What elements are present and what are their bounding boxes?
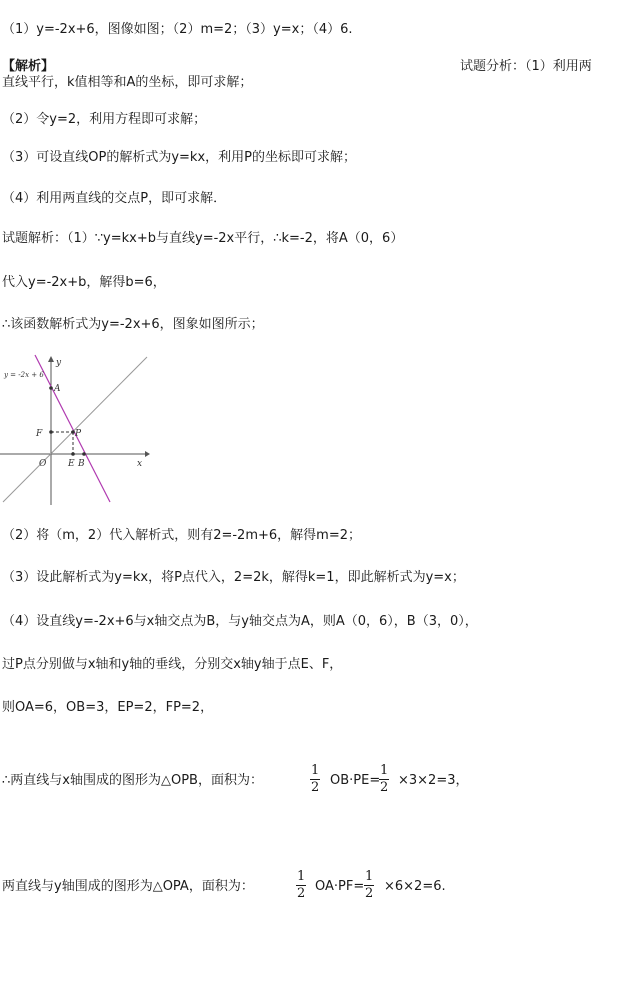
area2-suffix: ×6×2=6. [384, 879, 446, 894]
step-line-4: （4）设直线y=-2x+6与x轴交点为B，与y轴交点为A，则A（0，6），B（3，0）， [2, 614, 478, 629]
area1-frac2-den: 2 [380, 780, 389, 795]
y-axis-label: y [56, 358, 62, 368]
area1-prefix: ∴两直线与x轴围成的图形为△OPB，面积为： [2, 773, 263, 788]
solution-line-1: 试题解析：（1）∵y=kx+b与直线y=-2x平行，∴k=-2，将A（0，6） [2, 231, 404, 246]
label-a: A [54, 384, 61, 394]
area2-frac1-num: 1 [297, 869, 306, 884]
step-line-5: 过P点分别做与x轴和y轴的垂线，分别交x轴y轴于点E、F， [2, 657, 343, 672]
function-graph [0, 350, 150, 505]
analysis-heading: 试题分析：（1）利用两 [460, 59, 592, 74]
area2-frac2-den: 2 [365, 886, 374, 901]
label-p: P [75, 429, 82, 439]
solution-line-3: ∴该函数解析式为y=-2x+6，图象如图所示； [2, 317, 264, 332]
analysis-line-4: （4）利用两直线的交点P，即可求解． [2, 191, 227, 206]
area1-suffix: ×3×2=3， [398, 773, 469, 788]
area1-mid: OB·PE= [330, 773, 381, 788]
area1-frac1-num: 1 [311, 763, 320, 778]
area2-fraction-2 [364, 869, 374, 902]
area2-prefix: 两直线与y轴围成的图形为△OPA，面积为： [2, 879, 254, 894]
jiexi-heading: 【解析】 [2, 59, 55, 74]
step-line-6: 则OA=6，OB=3，EP=2，FP=2， [2, 700, 214, 715]
area2-frac1-den: 2 [297, 886, 306, 901]
analysis-line-2: （2）令y=2，利用方程即可求解； [2, 112, 207, 127]
point-b-dot [82, 452, 86, 456]
label-b: B [78, 459, 85, 469]
label-f: F [36, 429, 43, 439]
point-e-dot [71, 452, 75, 456]
line-label: y = -2x + 6 [4, 371, 44, 379]
x-axis-label: x [137, 459, 143, 469]
analysis-line-3: （3）可设直线OP的解析式为y=kx，利用P的坐标即可求解； [2, 150, 356, 165]
y-axis-arrow [48, 356, 54, 362]
line-y-eq-neg2x-plus-6 [35, 355, 110, 502]
area1-fraction-1 [310, 763, 320, 796]
area1-fraction-2 [379, 763, 389, 796]
x-axis-arrow [145, 451, 150, 457]
analysis-line-1: 直线平行，k值相等和A的坐标，即可求解； [2, 75, 253, 90]
answer-line: （1）y=-2x+6，图像如图；（2）m=2；（3）y=x；（4）6. [2, 22, 353, 37]
step-line-2: （2）将（m，2）代入解析式，则有2=-2m+6，解得m=2； [2, 528, 361, 543]
step-line-3: （3）设此解析式为y=kx，将P点代入，2=2k，解得k=1，即此解析式为y=x； [2, 570, 465, 585]
area2-mid: OA·PF= [315, 879, 365, 894]
label-o: O [39, 459, 47, 469]
label-e: E [68, 459, 75, 469]
solution-line-2: 代入y=-2x+b，解得b=6， [2, 275, 166, 290]
area2-frac2-num: 1 [365, 869, 374, 884]
area1-frac1-den: 2 [311, 780, 320, 795]
point-f-dot [49, 430, 53, 434]
area1-frac2-num: 1 [380, 763, 389, 778]
point-a-dot [49, 386, 53, 390]
area2-fraction-1 [296, 869, 306, 902]
